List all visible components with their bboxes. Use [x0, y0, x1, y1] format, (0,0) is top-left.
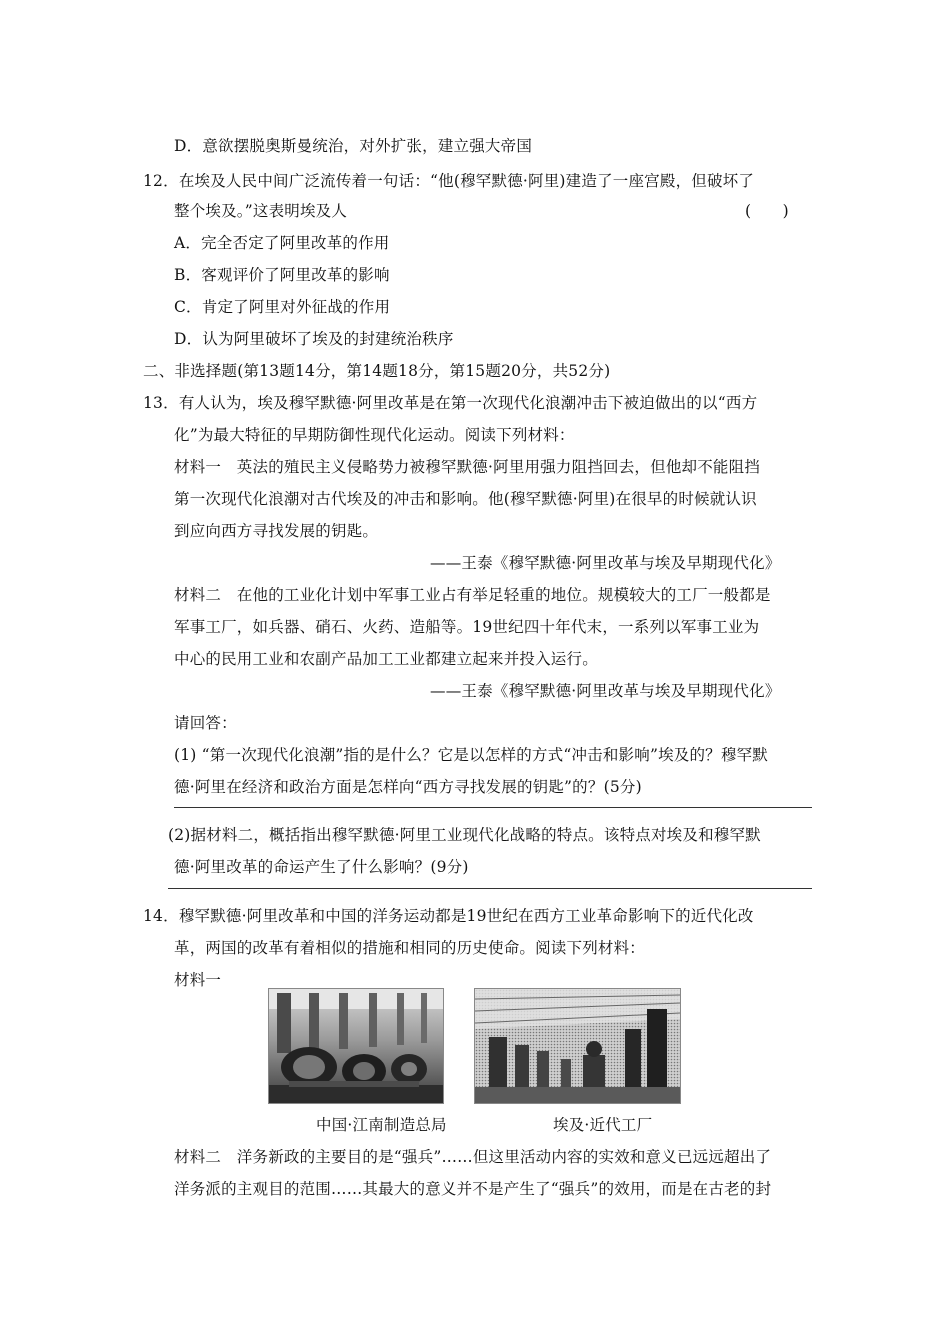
egypt-factory-photo — [474, 988, 681, 1104]
q12-stem-line2: 整个埃及。”这表明埃及人 — [174, 202, 348, 220]
q12-option-b: B．客观评价了阿里改革的影响 — [174, 266, 390, 284]
q13-sub2-answer-line[interactable] — [168, 888, 812, 889]
q13-sub1-line1: (1) “第一次现代化浪潮”指的是什么？它是以怎样的方式“冲击和影响”埃及的？穆罕默 — [174, 746, 768, 764]
q13-material2-source: ——王泰《穆罕默德·阿里改革与埃及早期现代化》 — [430, 682, 781, 700]
q14-material1-label: 材料一 — [174, 971, 222, 989]
q13-prompt: 请回答： — [174, 714, 237, 732]
q13-material1-line1: 材料一 英法的殖民主义侵略势力被穆罕默德·阿里用强力阻挡回去，但他却不能阻挡 — [174, 458, 761, 476]
q13-stem-line2: 化”为最大特征的早期防御性现代化运动。阅读下列材料： — [174, 426, 575, 444]
caption-egypt: 埃及·近代工厂 — [553, 1116, 653, 1134]
q13-material1-line3: 到应向西方寻找发展的钥匙。 — [174, 522, 379, 540]
q13-material1-source: ——王泰《穆罕默德·阿里改革与埃及早期现代化》 — [430, 554, 781, 572]
q14-material2-line2: 洋务派的主观目的范围……其最大的意义并不是产生了“强兵”的效用，而是在古老的封 — [174, 1180, 772, 1198]
jiangnan-arsenal-photo — [268, 988, 444, 1104]
caption-jiangnan: 中国·江南制造总局 — [316, 1116, 447, 1134]
q13-sub1-line2: 德·阿里在经济和政治方面是怎样向“西方寻找发展的钥匙”的？(5分) — [174, 778, 642, 796]
q12-option-d: D．认为阿里破坏了埃及的封建统治秩序 — [174, 330, 454, 348]
q12-stem-line1: 12．在埃及人民中间广泛流传着一句话：“他(穆罕默德·阿里)建造了一座宫殿，但破坏了 — [143, 172, 755, 190]
q13-sub2-line2: 德·阿里改革的命运产生了什么影响？(9分) — [174, 858, 469, 876]
q11-option-d: D．意欲摆脱奥斯曼统治，对外扩张，建立强大帝国 — [174, 137, 533, 155]
q13-sub1-answer-line[interactable] — [174, 807, 812, 808]
q14-stem-line2: 革，两国的改革有着相似的措施和相同的历史使命。阅读下列材料： — [174, 939, 646, 957]
q14-material2-line1: 材料二 洋务新政的主要目的是“强兵”……但这里活动内容的实效和意义已远远超出了 — [174, 1148, 772, 1166]
q12-option-a: A．完全否定了阿里改革的作用 — [174, 234, 390, 252]
q13-material2-line3: 中心的民用工业和农副产品加工工业都建立起来并投入运行。 — [174, 650, 598, 668]
q13-material2-line2: 军事工厂，如兵器、硝石、火药、造船等。19世纪四十年代末，一系列以军事工业为 — [174, 618, 760, 636]
q12-answer-bracket: ( ) — [745, 202, 789, 220]
q13-material2-line1: 材料二 在他的工业化计划中军事工业占有举足轻重的地位。规模较大的工厂一般都是 — [174, 586, 771, 604]
q12-option-c: C．肯定了阿里对外征战的作用 — [174, 298, 391, 316]
section2-heading: 二、非选择题(第13题14分，第14题18分，第15题20分，共52分) — [143, 362, 611, 380]
q14-stem-line1: 14．穆罕默德·阿里改革和中国的洋务运动都是19世纪在西方工业革命影响下的近代化改 — [143, 907, 754, 925]
q13-sub2-line1: (2)据材料二，概括指出穆罕默德·阿里工业现代化战略的特点。该特点对埃及和穆罕默 — [168, 826, 761, 844]
q13-material1-line2: 第一次现代化浪潮对古代埃及的冲击和影响。他(穆罕默德·阿里)在很早的时候就认识 — [174, 490, 757, 508]
q13-stem-line1: 13．有人认为，埃及穆罕默德·阿里改革是在第一次现代化浪潮冲击下被迫做出的以“西方 — [143, 394, 758, 412]
